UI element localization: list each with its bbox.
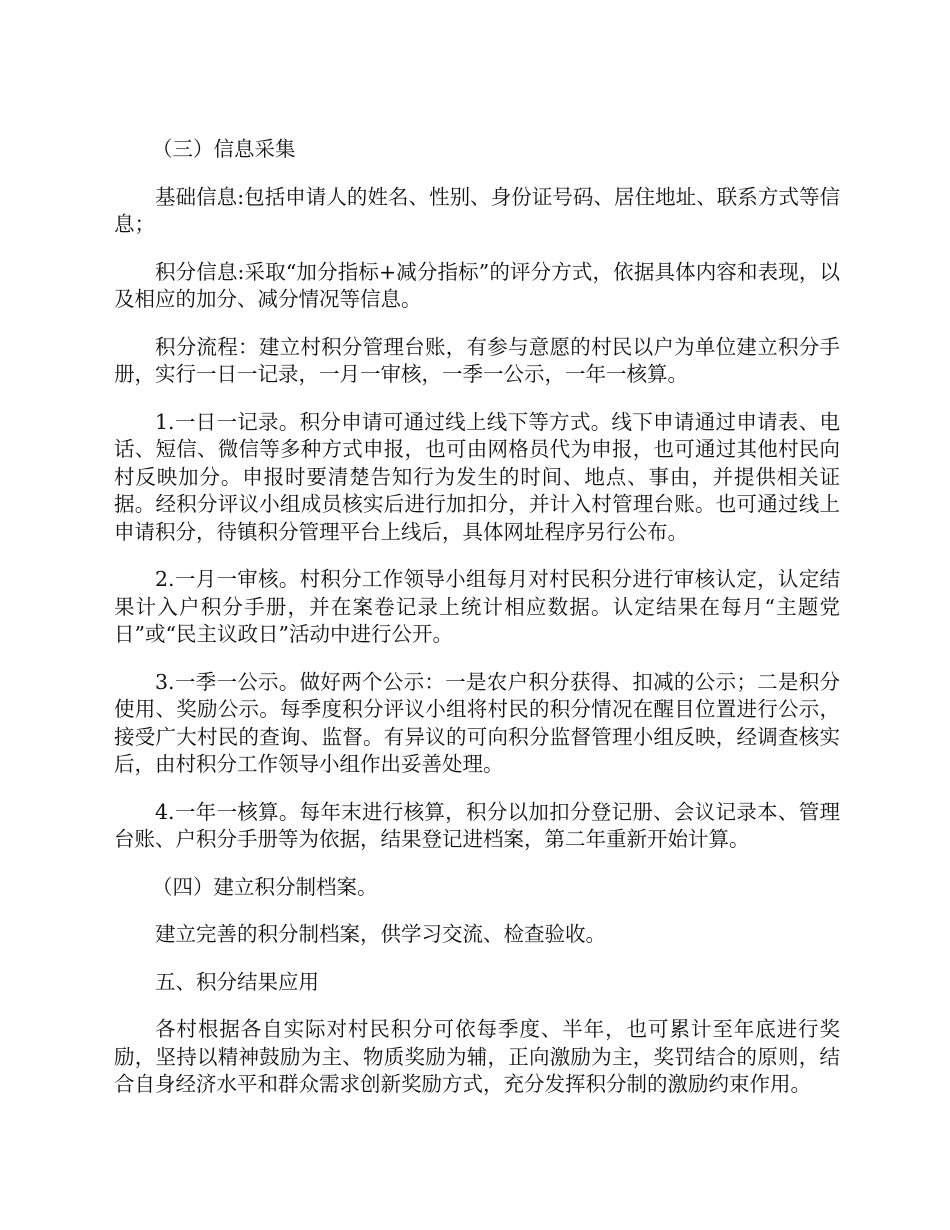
paragraph-daily-record: 1.一日一记录。积分申请可通过线上线下等方式。线下申请通过申请表、电话、短信、微信等多种方式申报，也可由网格员代为申报，也可通过其他村民向村反映加分。申报时要清楚告知行为发生的时间、地点、事由，并提供相关证据。经积分评议小组成员核实后进行加扣分，并计入村管理台账。也可通过线上申请积分，待镇积分管理平台上线后，具体网址程序另行公布。 xyxy=(114,409,840,544)
paragraph-basic-info: 基础信息:包括申请人的姓名、性别、身份证号码、居住地址、联系方式等信息； xyxy=(114,184,840,236)
paragraph-yearly-accounting: 4.一年一核算。每年末进行核算，积分以加扣分登记册、会议记录本、管理台账、户积分手册等为依据，结果登记进档案，第二年重新开始计算。 xyxy=(114,799,840,851)
paragraph-archive: 建立完善的积分制档案，供学习交流、检查验收。 xyxy=(155,922,606,946)
paragraph-quarterly-publicity: 3.一季一公示。做好两个公示：一是农户积分获得、扣减的公示；二是积分使用、奖励公示。每季度积分评议小组将村民的积分情况在醒目位置进行公示，接受广大村民的查询、监督。有异议的可向积分监督管理小组反映，经调查核实后，由村积分工作领导小组作出妥善处理。 xyxy=(114,669,840,776)
paragraph-monthly-review: 2.一月一审核。村积分工作领导小组每月对村民积分进行审核认定，认定结果计入户积分手册，并在案卷记录上统计相应数据。认定结果在每月“主题党日”或“民主议政日”活动中进行公开。 xyxy=(114,567,840,646)
paragraph-points-info: 积分信息:采取“加分指标+减分指标”的评分方式，依据具体内容和表现，以及相应的加分、减分情况等信息。 xyxy=(114,259,840,311)
section-heading-archive: （四）建立积分制档案。 xyxy=(152,874,378,899)
document-body xyxy=(114,136,840,1119)
paragraph-results-application: 各村根据各自实际对村民积分可依每季度、半年，也可累计至年底进行奖励，坚持以精神鼓励为主、物质奖励为辅，正向激励为主，奖罚结合的原则，结合自身经济水平和群众需求创新奖励方式，充分发挥积分制的激励约束作用。 xyxy=(114,1017,840,1096)
section-heading-info-collection: （三）信息采集 xyxy=(152,137,296,161)
paragraph-points-process: 积分流程：建立村积分管理台账，有参与意愿的村民以户为单位建立积分手册，实行一日一记录，一月一审核，一季一公示，一年一核算。 xyxy=(114,334,840,386)
section-heading-results-application: 五、积分结果应用 xyxy=(155,969,319,994)
